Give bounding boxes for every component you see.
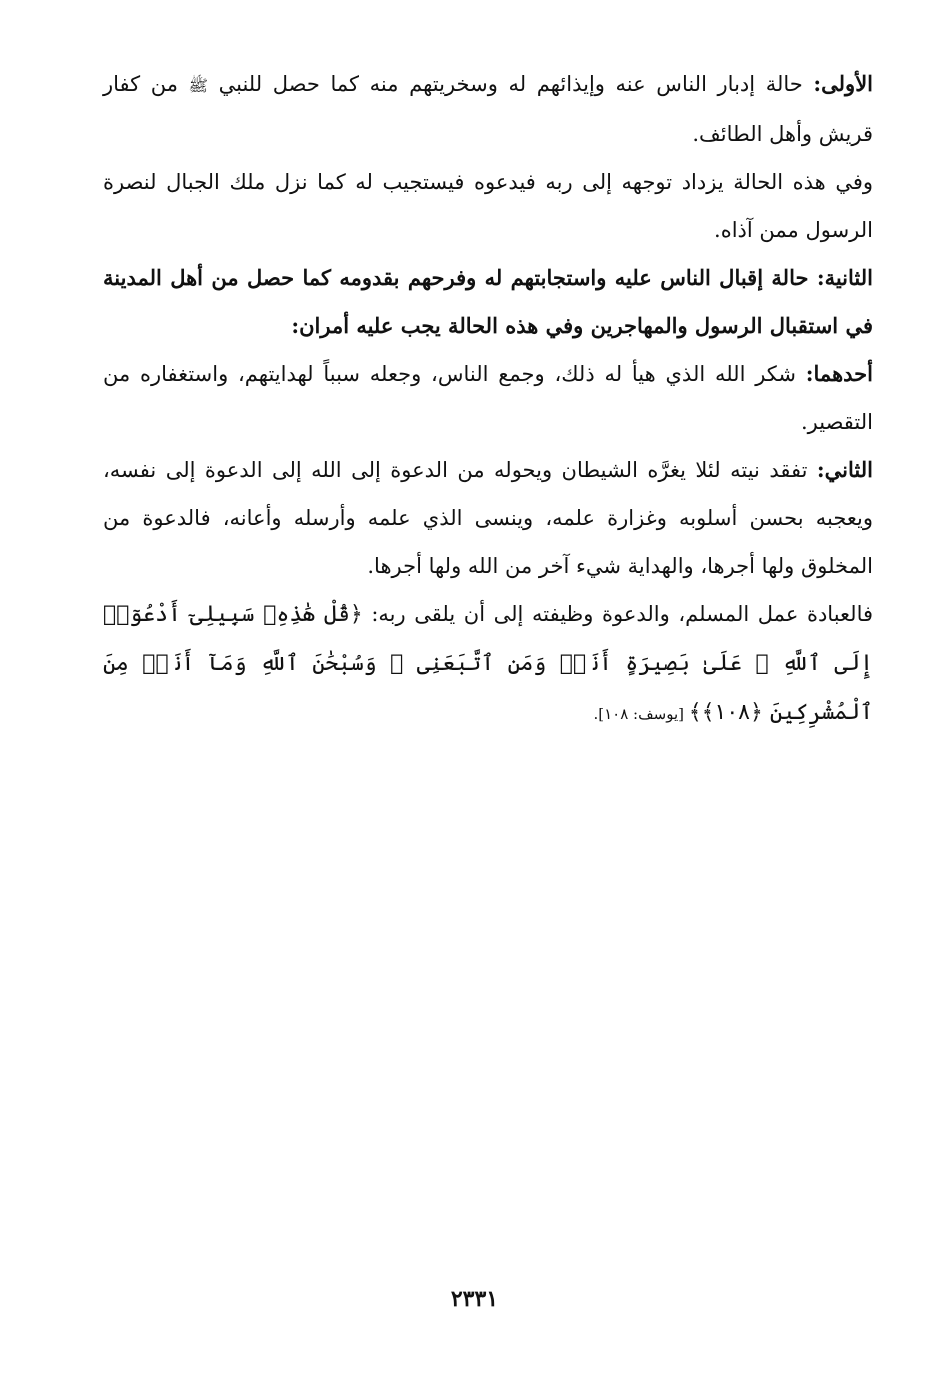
paragraph-second-state <box>103 254 873 350</box>
page-number: ٢٣٣١ <box>450 1286 499 1312</box>
paragraph-first-duty <box>103 350 873 446</box>
quran-verse: ﴿قُلْ هَٰذِهِۦ سَبِيلِىٓ أَدْعُوٓا۟ إِلَى ٱللَّهِ ۚ عَلَىٰ بَصِيرَةٍ أَنَا۠ وَمَنِ ٱتَّبَعَنِى ۖ وَسُبْحَٰنَ ٱللَّهِ وَمَآ أَنَا۠ مِنَ ٱلْمُشْرِكِينَ ﴿١٠٨﴾﴾ <box>103 602 873 725</box>
paragraph-conclusion <box>103 590 873 738</box>
paragraph-first-state-effect <box>103 158 873 254</box>
second-duty-text: تفقد نيته لئلا يغرَّه الشيطان ويحوله من الدعوة إلى الله إلى الدعوة إلى نفسه، ويعجبه بحسن أسلوبه وغزارة علمه، وينسى الذي علمه وأرسله وأعانه، فالدعوة من المخلوق ولها أجرها، والهداية شيء آخر من الله ولها أجرها. <box>103 458 873 578</box>
first-state-text-cont: من كفار قريش وأهل الطائف. <box>103 72 873 146</box>
heading-first: الأولى: <box>813 71 874 96</box>
second-state-text: الثانية: حالة إقبال الناس عليه واستجابتهم له وفرحهم بقدومه كما حصل من أهل المدينة في استقبال الرسول والمهاجرين وفي هذه الحالة يجب عليه أمران: <box>103 265 873 338</box>
paragraph-second-duty <box>103 446 873 590</box>
body-text <box>103 60 873 738</box>
salutation-mark: ﷺ <box>188 76 208 95</box>
conclusion-text: فالعبادة عمل المسلم، والدعوة وظيفته إلى أن يلقى ربه: <box>362 602 874 626</box>
first-duty-text: شكر الله الذي هيأ له ذلك، وجمع الناس، وجعله سبباً لهدايتهم، واستغفاره من التقصير. <box>103 362 873 434</box>
verse-reference: [يوسف: ١٠٨]. <box>593 705 689 723</box>
heading-second-duty: الثاني: <box>816 457 873 482</box>
first-state-text: حالة إدبار الناس عنه وإيذائهم له وسخريتهم منه كما حصل للنبي <box>207 72 814 96</box>
first-state-effect-text: وفي هذه الحالة يزداد توجهه إلى ربه فيدعوه فيستجيب له كما نزل ملك الجبال لنصرة الرسول ممن آذاه. <box>103 170 873 242</box>
paragraph-first-state <box>103 60 873 158</box>
heading-first-duty: أحدهما: <box>805 361 873 386</box>
